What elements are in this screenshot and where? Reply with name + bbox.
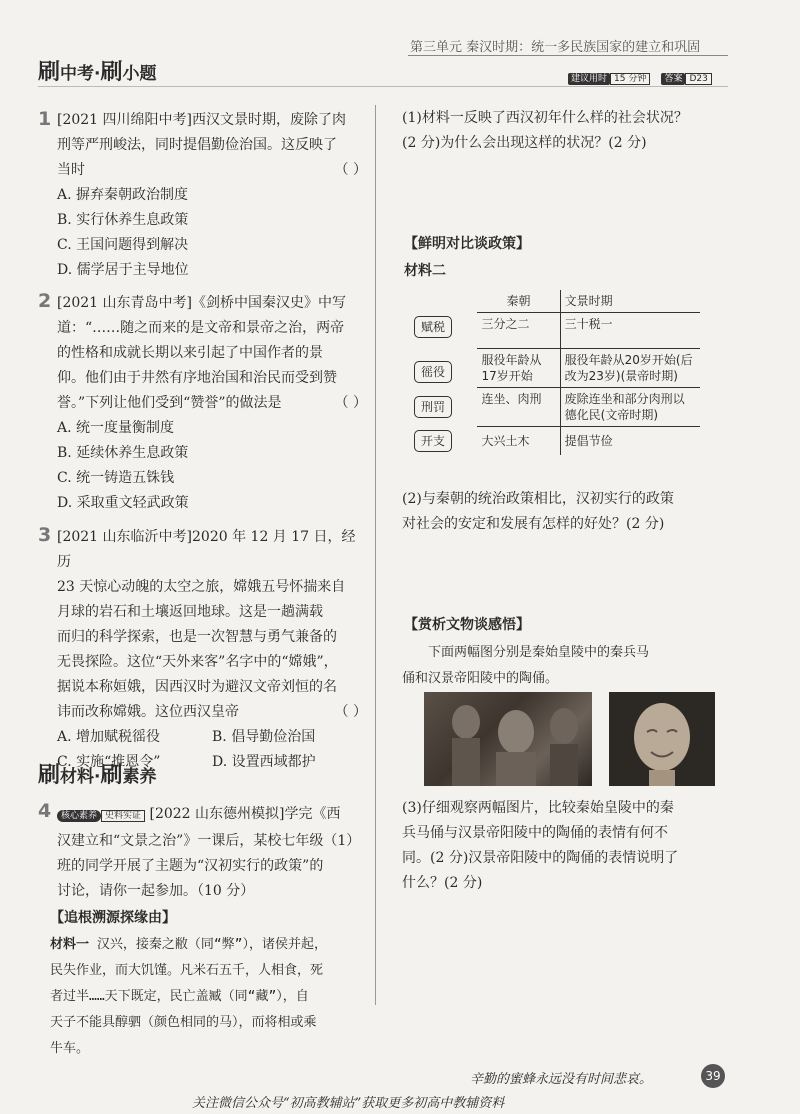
col-header-qin: 秦朝 [477,290,560,313]
prompt-line: 什么？(2 分) [402,875,483,891]
artifact-intro [402,640,722,692]
q4-line: 汉建立和“文景之治”》一课后，某校七年级（1） [57,833,361,849]
section-title: 刷材料·刷素养 [38,763,157,788]
motto: 辛勤的蜜蜂永远没有时间悲哀。 [470,1072,653,1087]
question-number: 2 [38,290,52,312]
q2-line: 誉。”下列让他们受到“赞誉”的做法是 （ ） [57,391,367,416]
q2-line: 的性格和成就长期以来引起了中国作者的景 [57,345,323,361]
prompt-line: (2)与秦朝的统治政策相比，汉初实行的政策 [402,491,674,507]
q3-line: [2021 山东临沂中考]2020 年 12 月 17 日，经历 [57,529,356,570]
header-separator [38,86,728,87]
question-number: 4 [38,800,52,822]
q3-line: 据说本称姮娥，因西汉时为避汉文帝刘恒的名 [57,679,337,695]
row-label: 开支 [414,430,452,452]
footer-note: 关注微信公众号“初高教辅站”获取更多初高中教辅资料 [192,1096,505,1111]
material-2-label: 材料二 [404,263,446,279]
subsection-heading: 【赏析文物谈感悟】 [404,617,530,633]
prompt-line: 对社会的安定和发展有怎样的好处？(2 分) [402,516,665,532]
q4-line: 核心素养 史料实证 [2022 山东德州模拟]学完《西 [57,802,367,829]
subsection-heading: 【追根溯源探缘由】 [50,910,176,926]
q2-line: 道：“……随之而来的是文帝和景帝之治，两帝 [57,320,345,336]
page-number: 39 [701,1064,725,1088]
intro-line: 俑和汉景帝阳陵中的陶俑。 [402,671,559,686]
material-line: 牛车。 [50,1041,90,1056]
cell-qin: 三分之二 [477,313,560,349]
unit-title: 第三单元 秦汉时期：统一多民族国家的建立和巩固 [410,40,701,55]
tag-core: 核心素养 [57,810,101,822]
option: A. 统一度量衡制度 [57,420,175,436]
prompt-line: 兵马俑与汉景帝阳陵中的陶俑的表情有何不 [402,825,668,841]
han-figurine-face [609,692,715,786]
option-row: A. 增加赋税徭役 B. 倡导勤俭治国 [57,729,316,745]
option: C. 统一铸造五铢钱 [57,470,175,486]
option: D. 儒学居于主导地位 [57,262,189,278]
prompt-line: (2 分)为什么会出现这样的状况？(2 分) [402,135,647,151]
q3-line: 23 天惊心动魄的太空之旅，嫦娥五号怀揣来自 [57,579,346,595]
material-line: 材料一 汉兴，接秦之敝（同“弊”），诸侯并起， [50,937,327,952]
q1-line: 当时 （ ） [57,158,367,183]
row-label: 刑罚 [414,396,452,418]
question-4-part-3 [402,796,722,896]
q1-line: 刑等严刑峻法，同时提倡勤俭治国。这反映了 [57,137,337,153]
col-header-wenjing: 文景时期 [560,290,700,313]
header-rule [408,55,728,56]
time-info: 建议用时 15 分钟 答案 D23 [568,66,712,85]
answer-blank: （ ） [334,704,367,720]
material-line: 民失作业，而大饥馑。凡米石五千，人相食，死 [50,963,324,978]
q3-line: 讳而改称嫦娥。这位西汉皇帝 （ ） [57,700,367,725]
q4-line: 班的同学开展了主题为“汉初实行的政策”的 [57,858,324,874]
option: B. 延续休养生息政策 [57,445,189,461]
answer-blank: （ ） [334,162,367,178]
question-4-part-1 [402,106,722,156]
subsection-heading: 【鲜明对比谈政策】 [404,236,530,252]
han-figurine-photo [609,692,715,786]
option: A. 摒弃秦朝政治制度 [57,187,189,203]
intro-line: 下面两幅图分别是秦始皇陵中的秦兵马 [428,645,650,660]
cell-wenjing: 服役年龄从20岁开始(后改为23岁)(景帝时期) [560,349,700,388]
policy-table [410,290,700,455]
q4-line: 讨论，请你一起参加。（10 分） [57,883,255,899]
option: D. 采取重文轻武政策 [57,495,189,511]
prompt-line: 同。(2 分)汉景帝阳陵中的陶俑的表情说明了 [402,850,679,866]
tag-evidence: 史料实证 [101,810,145,822]
question-number: 3 [38,524,52,546]
cell-qin: 服役年龄从17岁开始 [477,349,560,388]
brand-title: 刷中考·刷小题 [38,60,157,85]
material-line: 天子不能具醇驷（颜色相同的马），而将相或乘 [50,1015,317,1030]
option: C. 王国问题得到解决 [57,237,189,253]
q2-line: 仰。他们由于井然有序地治国和治民而受到赞 [57,370,337,386]
terracotta-army-figures [424,692,592,786]
q2-line: [2021 山东青岛中考]《剑桥中国秦汉史》中写 [57,295,347,311]
question-3 [57,525,367,775]
cell-qin: 连坐、肉刑 [477,388,560,427]
question-4-part-2 [402,487,722,537]
column-divider [375,105,376,1005]
prompt-line: (1)材料一反映了西汉初年什么样的社会状况？ [402,110,688,126]
q3-line: 月球的岩石和土壤返回地球。这是一趟满载 [57,604,323,620]
row-label: 徭役 [414,361,452,383]
q1-line: [2021 四川绵阳中考]西汉文景时期，废除了肉 [57,112,347,128]
question-2 [57,291,367,516]
option-row: C. 实施“推恩令” D. 设置西域都护 [57,754,316,770]
question-number: 1 [38,108,52,130]
option: B. 实行休养生息政策 [57,212,189,228]
q3-line: 无畏探险。这位“天外来客”名字中的“嫦娥”， [57,654,338,670]
q3-line: 而归的科学探索，也是一次智慧与勇气兼备的 [57,629,337,645]
cell-qin: 大兴土木 [481,434,530,448]
cell-wenjing: 提倡节俭 [560,427,700,455]
question-4 [57,802,367,904]
material-line: 者过半……天下既定，民亡盖臧（同“藏”），自 [50,989,309,1004]
material-1 [50,932,370,1062]
cell-wenjing: 废除连坐和部分肉刑以德化民(文帝时期) [560,388,700,427]
prompt-line: (3)仔细观察两幅图片，比较秦始皇陵中的秦 [402,800,674,816]
row-label: 赋税 [414,316,452,338]
cell-wenjing: 三十税一 [560,313,700,349]
terracotta-army-photo [424,692,592,786]
question-1 [57,108,367,283]
answer-blank: （ ） [334,395,367,411]
